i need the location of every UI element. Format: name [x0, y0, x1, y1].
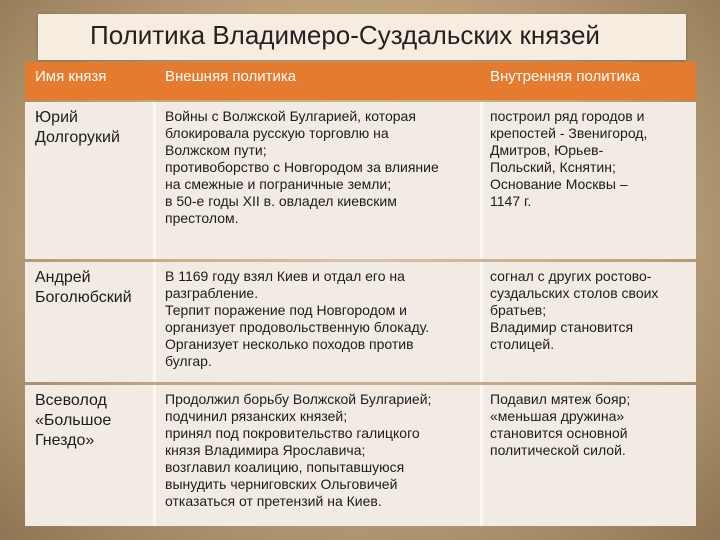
internal-policy-cell: [490, 108, 647, 210]
prince-name-cell: [35, 391, 111, 451]
prince-name-line: Юрий: [35, 109, 78, 126]
internal-policy-cell: [490, 391, 630, 459]
text-line: подчинил рязанских князей;: [165, 408, 348, 424]
column-divider: [153, 385, 156, 526]
text-line: Волжском пути;: [165, 142, 267, 158]
princes-policy-table: [25, 62, 696, 526]
column-divider: [153, 262, 156, 382]
text-line: князя Владимира Ярославича;: [165, 442, 366, 458]
text-line: Дмитров, Юрьев-: [490, 142, 604, 158]
prince-name-line: Гнездо»: [35, 432, 95, 449]
external-policy-cell: [165, 391, 431, 510]
text-line: В 1169 году взял Киев и отдал его на: [165, 268, 405, 284]
text-line: становится основной: [490, 425, 628, 441]
table-header-row: [25, 62, 696, 100]
text-line: политической силой.: [490, 442, 626, 458]
external-policy-cell: [165, 108, 439, 227]
text-line: «меньшая дружина»: [490, 408, 625, 424]
header-prince-name: Имя князя: [35, 68, 107, 85]
text-line: вынудить черниговских Ольговичей: [165, 476, 398, 492]
table-row: [25, 262, 696, 382]
text-line: на смежные и пограничные земли;: [165, 176, 392, 192]
external-policy-cell: [165, 268, 429, 370]
text-line: принял под покровительство галицкого: [165, 425, 420, 441]
text-line: блокировала русскую торговлю на: [165, 125, 389, 141]
prince-name-line: «Большое: [35, 412, 112, 429]
prince-name-line: Боголюбский: [35, 289, 132, 306]
header-internal-policy: Внутренняя политика: [490, 68, 641, 85]
text-line: согнал с других ростово-: [490, 268, 652, 284]
text-line: суздальских столов своих: [490, 285, 659, 301]
text-line: братьев;: [490, 302, 547, 318]
text-line: Продолжил борьбу Волжской Булгарией;: [165, 391, 432, 407]
prince-name-line: Андрей: [35, 269, 91, 286]
page-title: Политика Владимеро-Суздальских князей: [90, 20, 600, 50]
text-line: булгар.: [165, 353, 212, 369]
text-line: возглавил коалицию, попытавшуюся: [165, 459, 405, 475]
column-divider: [480, 262, 483, 382]
text-line: противоборство с Новгородом за влияние: [165, 159, 439, 175]
prince-name-cell: [35, 268, 132, 308]
prince-name-line: Долгорукий: [35, 129, 120, 146]
text-line: Войны с Волжской Булгарией, которая: [165, 108, 416, 124]
text-line: Терпит поражение под Новгородом и: [165, 302, 407, 318]
title-banner: [38, 14, 686, 60]
text-line: построил ряд городов и: [490, 108, 645, 124]
text-line: Подавил мятеж бояр;: [490, 391, 631, 407]
column-divider: [153, 102, 156, 259]
text-line: разграбление.: [165, 285, 259, 301]
text-line: столицей.: [490, 336, 555, 352]
text-line: организует продовольственную блокаду.: [165, 319, 430, 335]
text-line: Организует несколько походов против: [165, 336, 414, 352]
text-line: Польский, Кснятин;: [490, 159, 616, 175]
text-line: отказаться от претензий на Киев.: [165, 493, 382, 509]
prince-name-line: Всеволод: [35, 392, 107, 409]
header-external-policy: Внешняя политика: [165, 68, 297, 85]
column-divider: [480, 102, 483, 259]
table-row: [25, 385, 696, 526]
text-line: в 50-е годы XII в. овладел киевским: [165, 193, 397, 209]
text-line: Владимир становится: [490, 319, 634, 335]
text-line: престолом.: [165, 210, 239, 226]
text-line: Основание Москвы –: [490, 176, 628, 192]
internal-policy-cell: [490, 268, 658, 353]
text-line: крепостей - Звенигород,: [490, 125, 648, 141]
text-line: 1147 г.: [490, 193, 532, 209]
table-row: [25, 102, 696, 259]
column-divider: [480, 385, 483, 526]
prince-name-cell: [35, 108, 120, 148]
